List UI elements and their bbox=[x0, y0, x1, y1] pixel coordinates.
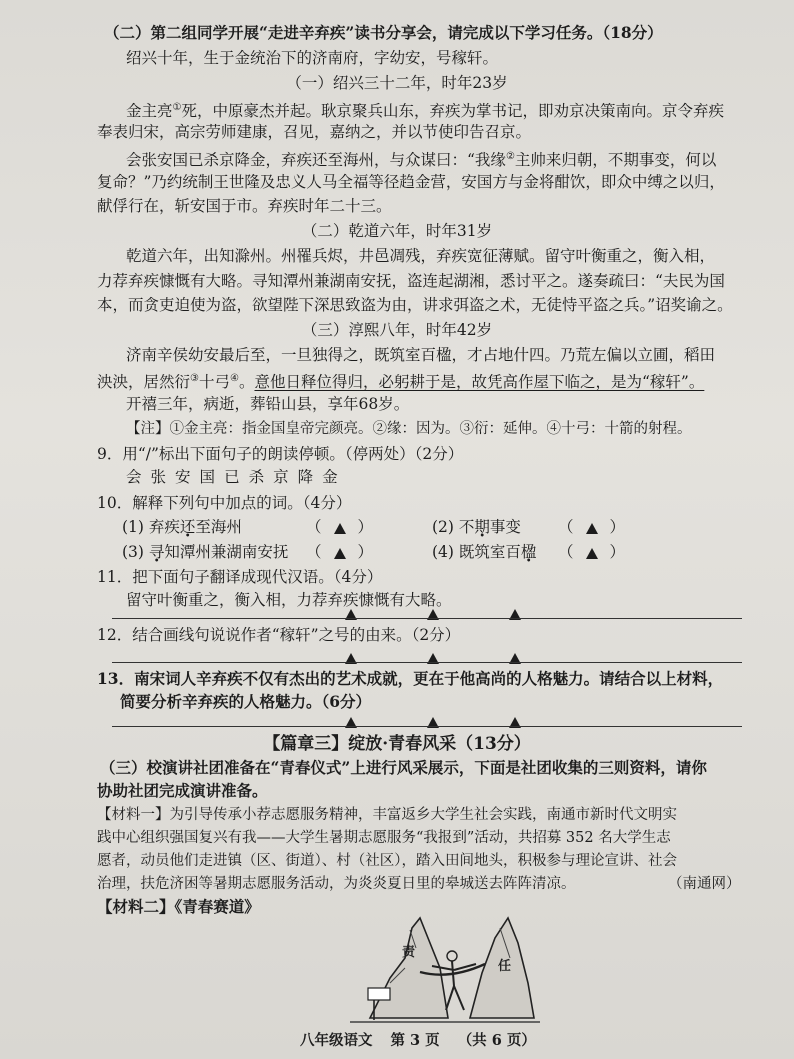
q9-text: 9．用“/”标出下面句子的朗读停顿。（停两处）（2分） bbox=[97, 445, 464, 463]
part3-line2: 协助社团完成演讲准备。 bbox=[97, 781, 268, 800]
s2-line2: 力荐弃疾慷慨有大略。寻知潭州兼湖南安抚，盗连起湖湘，悉讨平之。遂奏疏曰：“夫民为国 bbox=[97, 272, 725, 290]
answer-triangle bbox=[586, 523, 598, 534]
q9-char[interactable]: 京 bbox=[273, 468, 289, 486]
cartoon-youth-track bbox=[350, 898, 540, 1026]
footer-page: 第 3 页 bbox=[390, 1032, 440, 1049]
note-mark: ① bbox=[172, 102, 182, 113]
s1-p1a: 金主亮 bbox=[126, 102, 173, 121]
q10-text: 10．解释下列句中加点的词。（4分） bbox=[97, 494, 352, 512]
q10-item-text: 事变 bbox=[489, 518, 521, 536]
s1-para2-line2: 复命？”乃约统制王世隆及忠义人马全福等径趋金营，安国方与金将酣饮，即众中缚之以归， bbox=[97, 173, 725, 191]
s1-para2-line3: 献俘行在，斩安国于市。弃疾时年二十三。 bbox=[97, 197, 392, 215]
q10-dotted-word: 还 bbox=[179, 518, 196, 536]
cartoon-label-left: 责 bbox=[402, 945, 416, 960]
q9-char[interactable]: 国 bbox=[199, 468, 216, 486]
q10-answer-blank[interactable] bbox=[306, 516, 373, 538]
paren-open: （ bbox=[558, 518, 574, 536]
q10-answer-blank[interactable] bbox=[306, 541, 373, 563]
paren-close: ） bbox=[357, 543, 374, 561]
part3-line1: （三）校演讲社团准备在“青春仪式”上进行风采展示，下面是社团收集的三则资料，请你 bbox=[100, 758, 707, 777]
s2-line1: 乾道六年，出知滁州。州罹兵烬，井邑凋残，弃疾宽征薄赋。留守叶衡重之，衡入相， bbox=[126, 247, 716, 265]
s3-line1: 济南辛侯幼安最后至，一旦独得之，既筑室百楹，才占地什四。乃荒左偏以立圃，稻田 bbox=[126, 346, 716, 364]
material1-line3: 愿者，动员他们走进镇（区、街道）、村（社区），踏入田间地头，积极参与理论宣讲、社会 bbox=[97, 853, 677, 869]
q12-answer-line[interactable] bbox=[112, 662, 742, 663]
note-mark: ③ bbox=[190, 373, 199, 384]
s3-p2a: 泱泱，居然衍 bbox=[97, 373, 191, 392]
material1-line2: 践中心组织强国复兴有我——大学生暑期志愿服务“我报到”活动，共招募 352 名大学生志 bbox=[97, 830, 671, 846]
footer-total: （共 6 页） bbox=[457, 1032, 536, 1049]
s1-para1-line2: 奉表归宋，高宗劳师建康，召见，嘉纳之，并以节使印告召京。 bbox=[97, 123, 532, 141]
q11-sentence: 留守叶衡重之，衡入相，力荐弃疾慷慨有大略。 bbox=[126, 591, 452, 609]
q9-char[interactable]: 降 bbox=[297, 468, 314, 486]
q10-answer-blank[interactable] bbox=[558, 541, 625, 563]
section2-title: （二）乾道六年，时年31岁 bbox=[301, 222, 493, 240]
underlined-sentence: 意他日释位得归，必躬耕于是，故凭高作屋下临之，是为“稼轩”。 bbox=[254, 373, 705, 392]
s3-line2 bbox=[97, 368, 704, 393]
q13-answer-line[interactable] bbox=[112, 726, 742, 727]
paren-open: （ bbox=[306, 543, 322, 561]
s3-p2b: 十弓 bbox=[198, 373, 230, 392]
paren-close: ） bbox=[357, 518, 374, 536]
q10-item bbox=[432, 516, 521, 538]
q9-char[interactable]: 会 bbox=[126, 468, 142, 486]
intro-line: 绍兴十年，生于金统治下的济南府，字幼安，号稼轩。 bbox=[126, 49, 499, 67]
q9-sentence bbox=[126, 466, 347, 488]
q10-dotted-word: 期 bbox=[474, 518, 490, 536]
answer-marks bbox=[345, 710, 521, 732]
s2-line3: 本，而贪吏迫使为盗，欲望陛下深思致盗为由，讲求弭盗之术，无徒恃平盗之兵。”诏奖谕之。 bbox=[97, 296, 733, 314]
q11-text: 11．把下面句子翻译成现代汉语。（4分） bbox=[97, 568, 383, 586]
s1-p1b: 死，中原豪杰并起。耿京聚兵山东，弃疾为掌书记，即劝京决策南向。京令弃疾 bbox=[181, 102, 724, 121]
q10-item-text: (4) 既筑室百 bbox=[432, 543, 521, 561]
s1-para2-line1 bbox=[126, 146, 716, 171]
material1-source: （南通网） bbox=[668, 876, 741, 892]
q10-item bbox=[122, 516, 242, 538]
s3-line3: 开禧三年，病逝，葬铅山县，享年68岁。 bbox=[126, 395, 410, 413]
q10-answer-blank[interactable] bbox=[558, 516, 625, 538]
q9-char[interactable]: 安 bbox=[175, 468, 191, 486]
q10-dotted-word: 寻 bbox=[148, 543, 165, 561]
material1-line1: 【材料一】为引导传承小荐志愿服务精神，丰富返乡大学生社会实践，南通市新时代文明实 bbox=[97, 807, 677, 823]
section1-title: （一）绍兴三十二年，时年23岁 bbox=[286, 74, 508, 92]
footer-subject: 八年级语文 bbox=[300, 1032, 373, 1049]
q9-char[interactable]: 金 bbox=[322, 468, 338, 486]
answer-triangle bbox=[334, 523, 346, 534]
q10-item bbox=[432, 541, 536, 563]
q10-item-text: (1) 弃疾 bbox=[122, 518, 180, 536]
material2-label: 【材料二】《青春赛道》 bbox=[97, 897, 260, 916]
note-mark: ④ bbox=[230, 373, 239, 384]
s1-p2b: 主帅来归朝，不期事变，何以 bbox=[514, 151, 717, 170]
s1-para1-line1 bbox=[126, 97, 724, 122]
q10-item-text: 知潭州兼湖南安抚 bbox=[164, 543, 289, 561]
q10-item-text: (2) 不 bbox=[432, 518, 475, 536]
material1-line4: 治理，扶危济困等暑期志愿服务活动，为炎炎夏日里的皋城送去阵阵清凉。 bbox=[97, 876, 576, 892]
answer-triangle bbox=[334, 548, 346, 559]
chapter3-title: 【篇章三】绽放·青春风采（13分） bbox=[263, 734, 531, 754]
paren-open: （ bbox=[306, 518, 322, 536]
q10-dotted-word: 楹 bbox=[520, 543, 537, 561]
q10-item bbox=[122, 541, 288, 563]
q10-item-text: 至海州 bbox=[195, 518, 242, 536]
answer-marks bbox=[345, 602, 521, 624]
note-mark: ② bbox=[505, 151, 515, 162]
part2-heading: （二）第二组同学开展“走进辛弃疾”读书分享会，请完成以下学习任务。（18分） bbox=[104, 23, 663, 42]
s1-p2a: 会张安国已杀京降金，弃疾还至海州，与众谋曰：“我缘 bbox=[126, 151, 506, 170]
paren-close: ） bbox=[609, 518, 626, 536]
page-footer bbox=[300, 1030, 536, 1052]
q11-answer-line[interactable] bbox=[112, 618, 742, 619]
answer-marks bbox=[345, 646, 521, 668]
q9-char[interactable]: 张 bbox=[150, 468, 167, 486]
q9-char[interactable]: 杀 bbox=[248, 468, 265, 486]
answer-triangle bbox=[586, 548, 598, 559]
section3-title: （三）淳熙八年，时年42岁 bbox=[301, 321, 493, 339]
q9-char[interactable]: 已 bbox=[224, 468, 240, 486]
s3-p2c: 。 bbox=[238, 373, 255, 392]
q13-line1: 13．南宋词人辛弃疾不仅有杰出的艺术成就，更在于他高尚的人格魅力。请结合以上材料， bbox=[97, 669, 724, 688]
paren-open: （ bbox=[558, 543, 574, 561]
q12-text: 12．结合画线句说说作者“稼轩”之号的由来。（2分） bbox=[97, 626, 461, 644]
q10-item-text: (3) bbox=[122, 543, 149, 561]
cartoon-label-right: 任 bbox=[498, 959, 512, 974]
q13-line2: 简要分析辛弃疾的人格魅力。（6分） bbox=[120, 692, 372, 711]
paren-close: ） bbox=[609, 543, 626, 561]
footnotes: 【注】①金主亮：指金国皇帝完颜亮。②缘：因为。③衍：延伸。④十弓：十箭的射程。 bbox=[126, 421, 692, 437]
